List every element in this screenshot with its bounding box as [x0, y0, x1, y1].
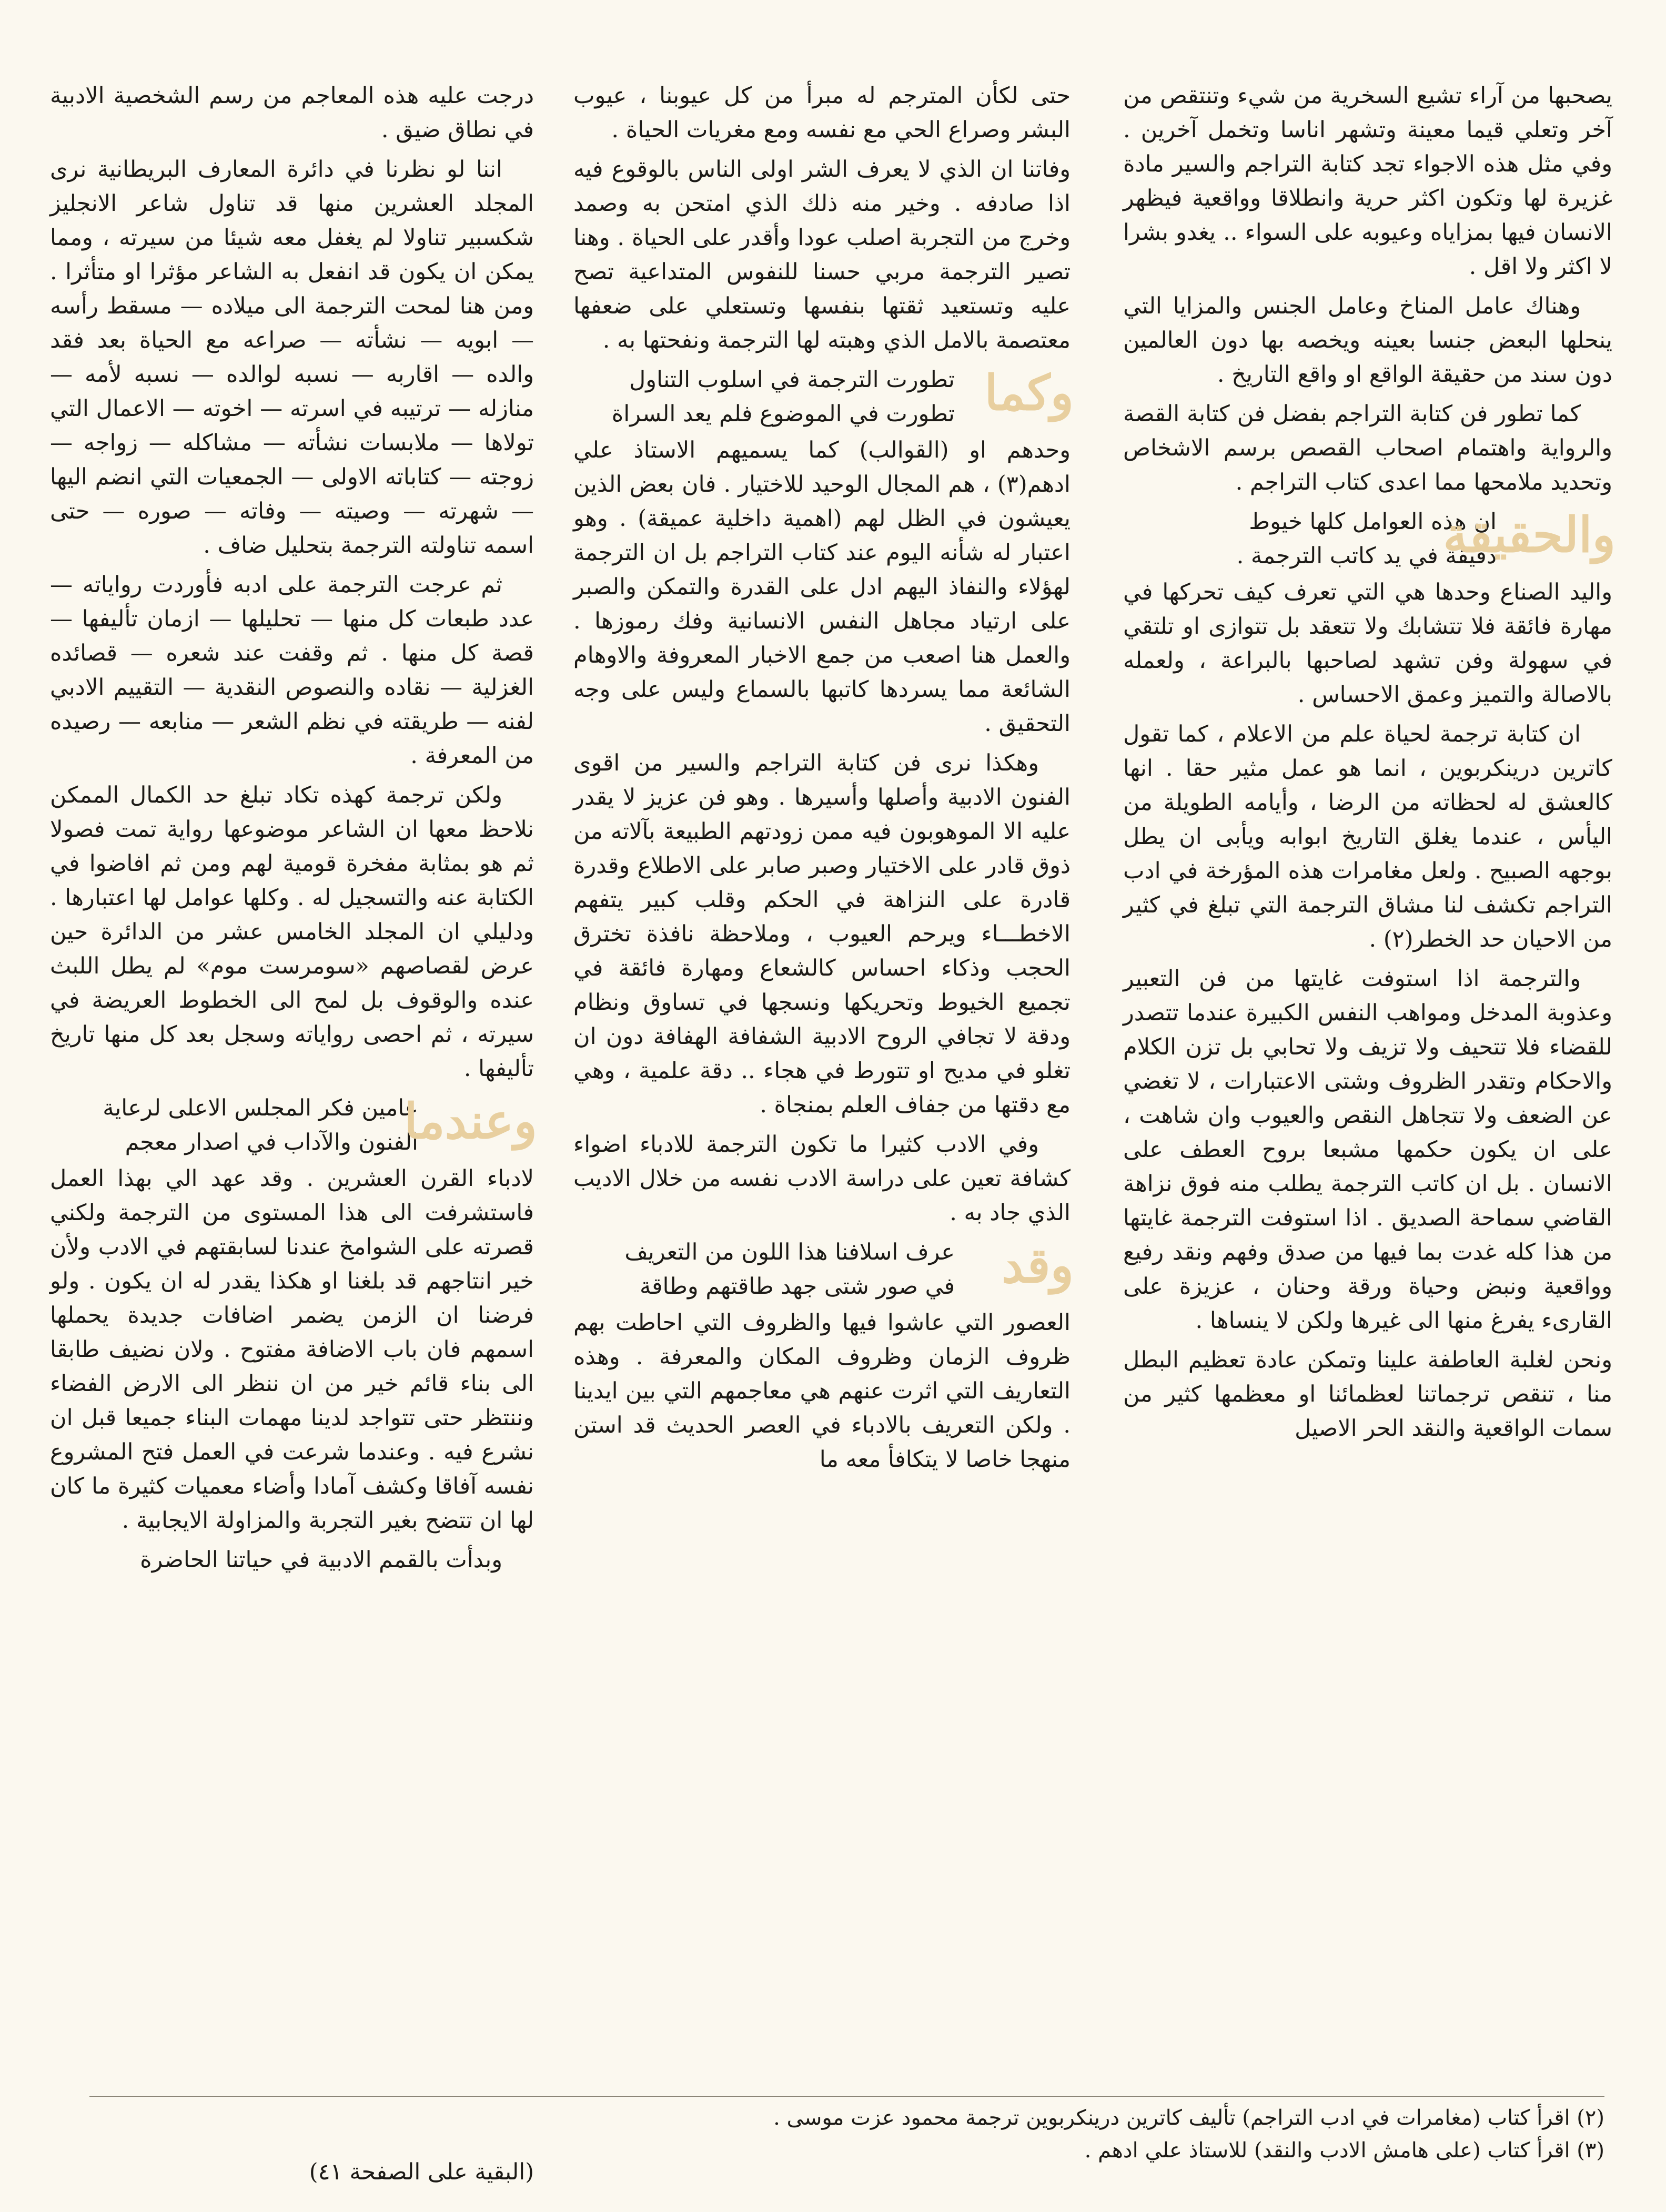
paragraph: اننا لو نظرنا في دائرة المعارف البريطانية نرى المجلد العشرين منها قد تناول شاعر الانجليز شكسبير تناولا لم يغفل معه شيئا من سيرته ، ومما يمكن ان يكون قد انفعل به الشاعر مؤثرا او متأثرا . ومن هنا لمحت الترجمة الى ميلاده — مسقط رأسه — ابويه — نشأته — صراعه مع الحياة بعد فقد والده — اقاربه — نسبه لوالده — نسبه لأمه — منازله — ترتيبه في اسرته — اخوته — الاعمال التي تولاها — ملابسات نشأته — مشاكله — زواجه — زوجته — كتاباته الاولى — الجمعيات التي انضم اليها — شهرته — وصيته — وفاته — صوره — حتى اسمه تناولته الترجمة بتحليل ضاف . [50, 156, 534, 559]
opening-line: عرف اسلافنا هذا اللون من التعريف [624, 1239, 955, 1265]
opening-line: الفنون والآداب في اصدار معجم [125, 1129, 418, 1155]
paragraph: كما تطور فن كتابة التراجم بفضل فن كتابة القصة والرواية واهتمام اصحاب القصص برسم الاشخاص وتحديد ملامحها مما اعدى كتاب التراجم . [1123, 401, 1612, 495]
opening-line: ان هذه العوامل كلها خيوط [1249, 509, 1497, 535]
opening-line: تطورت الترجمة في اسلوب التناول [629, 367, 955, 393]
footnote: (٣) اقرأ كتاب (على هامش الادب والنقد) للاستاذ علي ادهم . [1084, 2138, 1604, 2163]
drop-cap-heading: وكما [984, 364, 1074, 421]
paragraph: وفي الادب كثيرا ما تكون الترجمة للادباء اضواء كشافة تعين على دراسة الادب نفسه من خلال الاديب الذي جاد به . [573, 1131, 1071, 1226]
drop-cap-heading: وعندما [404, 1093, 537, 1150]
paragraph: واليد الصناع وحدها هي التي تعرف كيف تحركها في مهارة فائقة فلا تتشابك ولا تتعقد بل تتوازى او تلتقي في سهولة وفن تشهد لصاحبها بالبراعة ، ولعمله بالاصالة والتميز وعمق الاحساس . [1123, 579, 1612, 708]
footnote: (٢) اقرأ كتاب (مغامرات في ادب التراجم) تأليف كاترين درينكربوين ترجمة محمود عزت موسى . [773, 2106, 1604, 2130]
drop-cap-heading: والحقيقة [1443, 506, 1615, 563]
section-opening [1123, 505, 1615, 573]
column-right [1123, 79, 1615, 1451]
paragraph: ثم عرجت الترجمة على ادبه فأوردت رواياته — عدد طبعات كل منها — تحليلها — ازمان تأليفها — قصة كل منها . ثم وقفت عند شعره — قصائده الغزلية — نقاده والنصوص النقدية — التقييم الادبي لفنه — طريقته في نظم الشعر — منابعه — رصيده من المعرفة . [50, 572, 534, 769]
section-opening [573, 363, 1074, 431]
column-left [50, 79, 537, 1582]
footnotes [89, 2096, 1604, 2168]
paragraph: وحدهم او (القوالب) كما يسميهم الاستاذ علي ادهم(٣) ، هم المجال الوحيد للاختيار . فان بعض الذين يعيشون في الظل لهم (اهمية داخلية عميقة) . وهو اعتبار له شأنه اليوم عند كتاب التراجم بل ان الترجمة لهؤلاء والنفاذ اليهم ادل على القدرة والتمكن والصبر على ارتياد مجاهل النفس الانسانية وفك رموزها . والعمل هنا اصعب من جمع الاخبار المعروفة والاوهام الشائعة مما يسردها كاتبها بالسماع وليس على وجه التحقيق . [573, 437, 1071, 737]
paragraph: ونحن لغلبة العاطفة علينا وتمكن عادة تعظيم البطل منا ، تنقص ترجماتنا لعظمائنا او معظمها كثير من سمات الواقعية والنقد الحر الاصيل [1123, 1347, 1612, 1442]
paragraph: وفاتنا ان الذي لا يعرف الشر اولى الناس بالوقوع فيه اذا صادفه . وخير منه ذلك الذي امتحن به وصمد وخرج من التجربة اصلب عودا وأقدر على الحياة . وهنا تصير الترجمة مربي حسنا للنفوس المتداعية تصح عليه وتستعيد ثقتها بنفسها وتستعلي على ضعفها معتصمة بالامل الذي وهبته لها الترجمة ونفحتها به . [573, 156, 1071, 353]
paragraph: ان كتابة ترجمة لحياة علم من الاعلام ، كما تقول كاترين درينكربوين ، انما هو عمل مثير حقا . انها كالعشق له لحظاته من الرضا ، وأيامه الطويلة من اليأس ، عندما يغلق التاريخ ابوابه ويأبى ان يطل بوجهه الصبيح . ولعل مغامرات هذه المؤرخة في ادب التراجم تكشف لنا مشاق الترجمة التي تبلغ في كثير من الاحيان حد الخطر(٢) . [1123, 721, 1612, 952]
section-opening [573, 1235, 1074, 1304]
opening-line: في صور شتى جهد طاقتهم وطاقة [639, 1273, 955, 1300]
opening-line: عامين فكر المجلس الاعلى لرعاية [103, 1095, 418, 1121]
paragraph: حتى لكأن المترجم له مبرأ من كل عيوبنا ، عيوب البشر وصراع الحي مع نفسه ومع مغريات الحياة . [573, 83, 1071, 143]
opening-line: دقيقة في يد كاتب الترجمة . [1236, 543, 1497, 569]
column-middle [573, 79, 1074, 1482]
paragraph: وبدأت بالقمم الادبية في حياتنا الحاضرة [140, 1547, 502, 1573]
paragraph: العصور التي عاشوا فيها والظروف التي احاطت بهم ظروف الزمان وظروف المكان والمعرفة . وهذه التعاريف التي اثرت عنهم هي معاجمهم التي بين ايدينا . ولكن التعريف بالادباء في العصر الحديث قد استن منهجا خاصا لا يتكافأ معه ما [573, 1310, 1071, 1473]
drop-cap-heading: وقد [1002, 1237, 1074, 1294]
paragraph: يصحبها من آراء تشيع السخرية من شيء وتنتقص من آخر وتعلي قيما معينة وتشهر اناسا وتخمل آخرين . وفي مثل هذه الاجواء تجد كتابة التراجم والسير مادة غزيرة لها وتكون اكثر حرية وانطلاقا وواقعية فيظهر الانسان فيها بمزاياه وعيوبه على السواء .. يغدو بشرا لا اكثر ولا اقل . [1123, 83, 1612, 280]
opening-line: تطورت في الموضوع فلم يعد السراة [611, 401, 955, 427]
paragraph: لادباء القرن العشرين . وقد عهد الي بهذا العمل فاستشرفت الى هذا المستوى من الترجمة ولكني قصرته على الشوامخ عندنا لسابقتهم في الادب ولأن خير انتاجهم قد بلغنا او هكذا يقدر له ان يكون . ولو فرضنا ان الزمن يضمر اضافات جديدة يحملها اسمهم فان باب الاضافة مفتوح . ولان نضيف طابقا الى بناء قائم خير من ان ننظر الى الارض الفضاء وننتظر حتى تتواجد لدينا مهمات البناء جميعا قبل ان نشرع فيه . وعندما شرعت في العمل فتح المشروع نفسه آفاقا وكشف آمادا وأضاء معميات كثيرة ما كان لها ان تتضح بغير التجربة والمزاولة الايجابية . [50, 1165, 534, 1534]
paragraph: ولكن ترجمة كهذه تكاد تبلغ حد الكمال الممكن نلاحظ معها ان الشاعر موضوعها رواية تمت فصولا ثم هو بمثابة مفخرة قومية لهم ومن ثم افاضوا في الكتابة عنه والتسجيل له . وكلها عوامل لها اعتبارها . ودليلي ان المجلد الخامس عشر من الدائرة حين عرض لقصاصهم «سومرست موم» لم يطل اللبث عنده والوقوف بل لمح الى الخطوط العريضة في سيرته ، ثم احصى رواياته وسجل بعد كل منها تاريخ تأليفها . [50, 782, 534, 1082]
paragraph: وهكذا نرى فن كتابة التراجم والسير من اقوى الفنون الادبية وأصلها وأسيرها . وهو فن عزيز لا يقدر عليه الا الموهوبون فيه ممن زودتهم الطبيعة بآلاته من ذوق قادر على الاختيار وصبر صابر على الاطلاع وقدرة قادرة على النزاهة في الحكم وقلب كبير يتفهم الاخطـــاء ويرحم العيوب ، وملاحظة نافذة تخترق الحجب وذكاء احساس كالشعاع ومهارة فائقة في تجميع الخيوط وتحريكها ونسجها في تساوق ونظام ودقة لا تجافي الروح الادبية الشفافة الهفافة دون ان تغلو في مديح او تتورط في هجاء .. دقة علمية ، وهي مع دقتها من جفاف العلم بمنجاة . [573, 750, 1071, 1118]
paragraph: وهناك عامل المناخ وعامل الجنس والمزايا التي ينحلها البعض جنسا بعينه ويخصه بها دون العالمين دون سند من حقيقة الواقع او واقع التاريخ . [1123, 293, 1612, 388]
paragraph: درجت عليه هذه المعاجم من رسم الشخصية الادبية في نطاق ضيق . [50, 83, 534, 143]
section-opening [50, 1091, 537, 1160]
continued-note: (البقية على الصفحة ٤١) [309, 2159, 534, 2185]
paragraph: والترجمة اذا استوفت غايتها من فن التعبير وعذوبة المدخل ومواهب النفس الكبيرة عندما تتصدر للقضاء فلا تتحيف ولا تزيف ولا تحابي بل تزن الكلام والاحكام وتقدر الظروف وشتى الاعتبارات ، لا تغضي عن الضعف ولا تتجاهل النقص والعيوب وان شاهت ، على ان يكون حكمها مشبعا بروح العطف على الانسان . بل ان كاتب الترجمة يطلب منه فوق نزاهة القاضي سماحة الصديق . اذا استوفت الترجمة غايتها من هذا كله غدت بما فيها من صدق وفهم ونقد رفيع وواقعية ونبض وحياة ورقة وحنان ، عزيزة على القارىء يفرغ منها الى غيرها ولكن لا ينساها . [1123, 966, 1612, 1334]
